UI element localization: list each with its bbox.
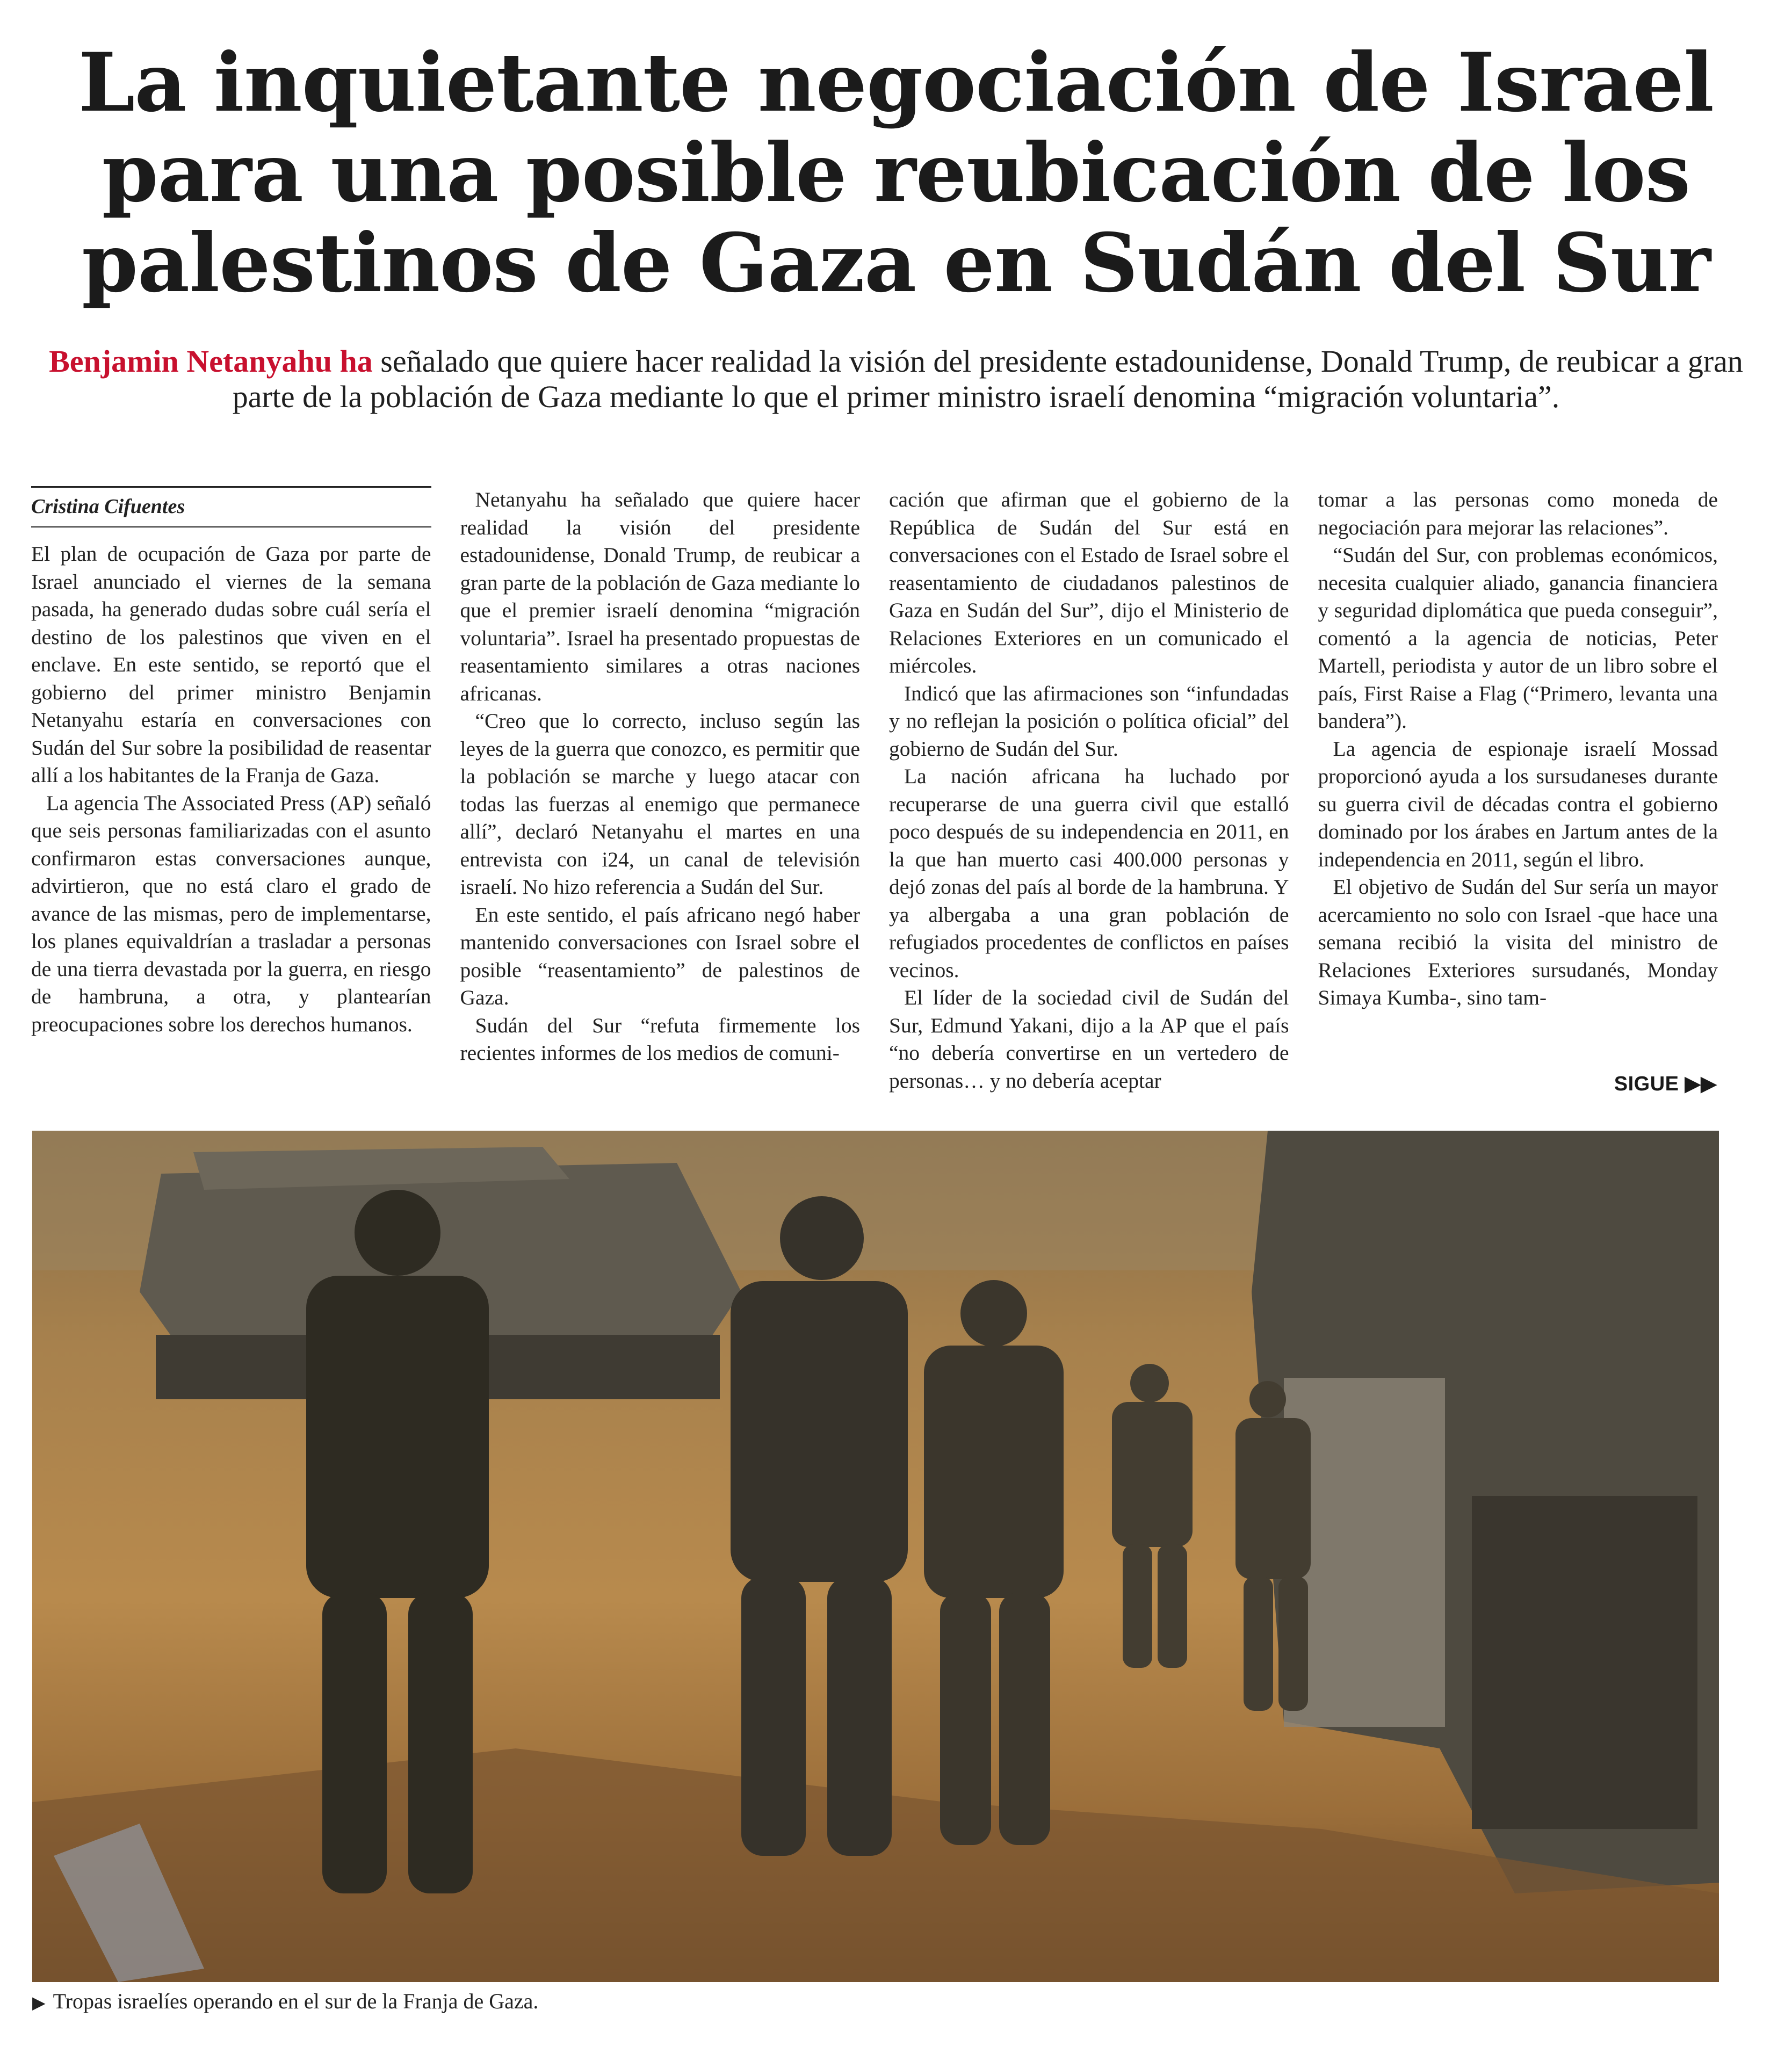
soldier-4: [1112, 1364, 1193, 1668]
column-1: [31, 486, 431, 1098]
column-4: [1318, 486, 1718, 1098]
caption-text: Tropas israelíes operando en el sur de la Franja de Gaza.: [53, 1989, 539, 2013]
article-body: [31, 486, 1718, 1098]
deck-text: señalado que quiere hacer realidad la visión del presidente estadounidense, Donald Trump, de reubicar a gran parte de la población de Gaza mediante lo que el primer ministro israelí denomina “migración voluntaria”.: [232, 344, 1743, 414]
paragraph: cación que afirman que el gobierno de la República de Sudán del Sur está en conversaciones con el Estado de Israel sobre el reasentamiento de ciudadanos palestinos de Gaza en Sudán del Sur”, dijo el Ministerio de Relaciones Exteriores en un comunicado el miércoles.: [889, 488, 1289, 677]
paragraph: El plan de ocupación de Gaza por parte de Israel anunciado el viernes de la semana pasada, ha generado dudas sobre cuál sería el destino de los palestinos que viven en el enclave. En este sentido, se reportó que el gobierno del primer ministro Benjamin Netanyahu estaría en conversaciones con Sudán del Sur sobre la posibilidad de reasentar allí a los habitantes de la Franja de Gaza.: [31, 542, 431, 787]
paragraph: Sudán del Sur “refuta firmemente los recientes informes de los medios de comuni-: [460, 1013, 860, 1065]
byline: Cristina Cifuentes: [31, 486, 431, 527]
soldier-2: [731, 1196, 908, 1856]
soldier-3: [924, 1280, 1064, 1845]
soldier-5: [1235, 1381, 1311, 1711]
paragraph: “Sudán del Sur, con problemas económicos, necesita cualquier aliado, ganancia financiera y seguridad diplomática que pueda conseguir”, comentó a la agencia de noticias, Peter Martell, periodista y autor de un libro sobre el país, First Raise a Flag (“Primero, levanta una bandera”).: [1318, 543, 1718, 733]
paragraph: La agencia de espionaje israelí Mossad proporcionó ayuda a los sursudaneses durante su guerra civil de décadas contra el gobierno dominado por los árabes en Jartum antes de la independencia en 2011, según el libro.: [1318, 736, 1718, 871]
photo-illustration: [32, 1131, 1719, 1982]
deck: [43, 344, 1749, 415]
paragraph: En este sentido, el país africano negó haber mantenido conversaciones con Israel sobre el posible “reasentamiento” de palestinos de Gaza.: [460, 902, 860, 1009]
paragraph: El líder de la sociedad civil de Sudán del Sur, Edmund Yakani, dijo a la AP que el país “no debería convertirse en un vertedero de personas… y no debería aceptar: [889, 986, 1289, 1093]
continue-marker: SIGUE ▶▶: [1614, 1073, 1717, 1095]
paragraph: “Creo que lo correcto, incluso según las leyes de la guerra que conozco, es permitir que la población se marche y luego atacar con todas las fuerzas al enemigo que permanece allí”, declaró Netanyahu el martes en una entrevista con i24, un canal de televisión israelí. No hizo referencia a Sudán del Sur.: [460, 709, 860, 899]
paragraph: La nación africana ha luchado por recuperarse de una guerra civil que estalló poco después de su independencia en 2011, en la que han muerto casi 400.000 personas y dejó zonas del país al borde de la hambruna. Y ya albergaba a una gran población de refugiados procedentes de conflictos en países vecinos.: [889, 764, 1289, 982]
armored-vehicle-right: [1252, 1131, 1719, 1893]
paragraph: Indicó que las afirmaciones son “infundadas y no reflejan la posición o política oficial” del gobierno de Sudán del Sur.: [889, 681, 1289, 761]
paragraph: tomar a las personas como moneda de negociación para mejorar las relaciones”.: [1318, 488, 1718, 539]
paragraph: El objetivo de Sudán del Sur sería un mayor acercamiento no solo con Israel -que hace una semana recibió la visita del ministro de Relaciones Exteriores sursudanés, Monday Simaya Kumba-, sino tam-: [1318, 875, 1718, 1009]
column-2: [460, 486, 861, 1098]
deck-lead: Benjamin Netanyahu ha: [49, 344, 373, 379]
paragraph: Netanyahu ha señalado que quiere hacer realidad la visión del presidente estadounidense, Donald Trump, de reubicar a gran parte de la población de Gaza mediante lo que el premier israelí denomina “migración voluntaria”. Israel ha presentado propuestas de reasentamiento similares a otras naciones africanas.: [460, 488, 860, 705]
photo-caption: [32, 1989, 538, 2014]
headline: La inquietante negociación de Israel para una posible reubicación de los palestinos de Gaza en Sudán del Sur: [78, 35, 1714, 310]
paragraph: La agencia The Associated Press (AP) señaló que seis personas familiarizadas con el asunto confirmaron estas conversaciones aunque, advirtieron, que no está claro el grado de avance de las mismas, pero de implementarse, los planes equivaldrían a trasladar a personas de una tierra devastada por la guerra, en riesgo de hambruna, a otra, y plantearían preocupaciones sobre los derechos humanos.: [31, 791, 431, 1036]
news-photo: [32, 1131, 1719, 1982]
caption-triangle-icon: ▶: [32, 1993, 46, 2012]
column-3: [889, 486, 1289, 1098]
